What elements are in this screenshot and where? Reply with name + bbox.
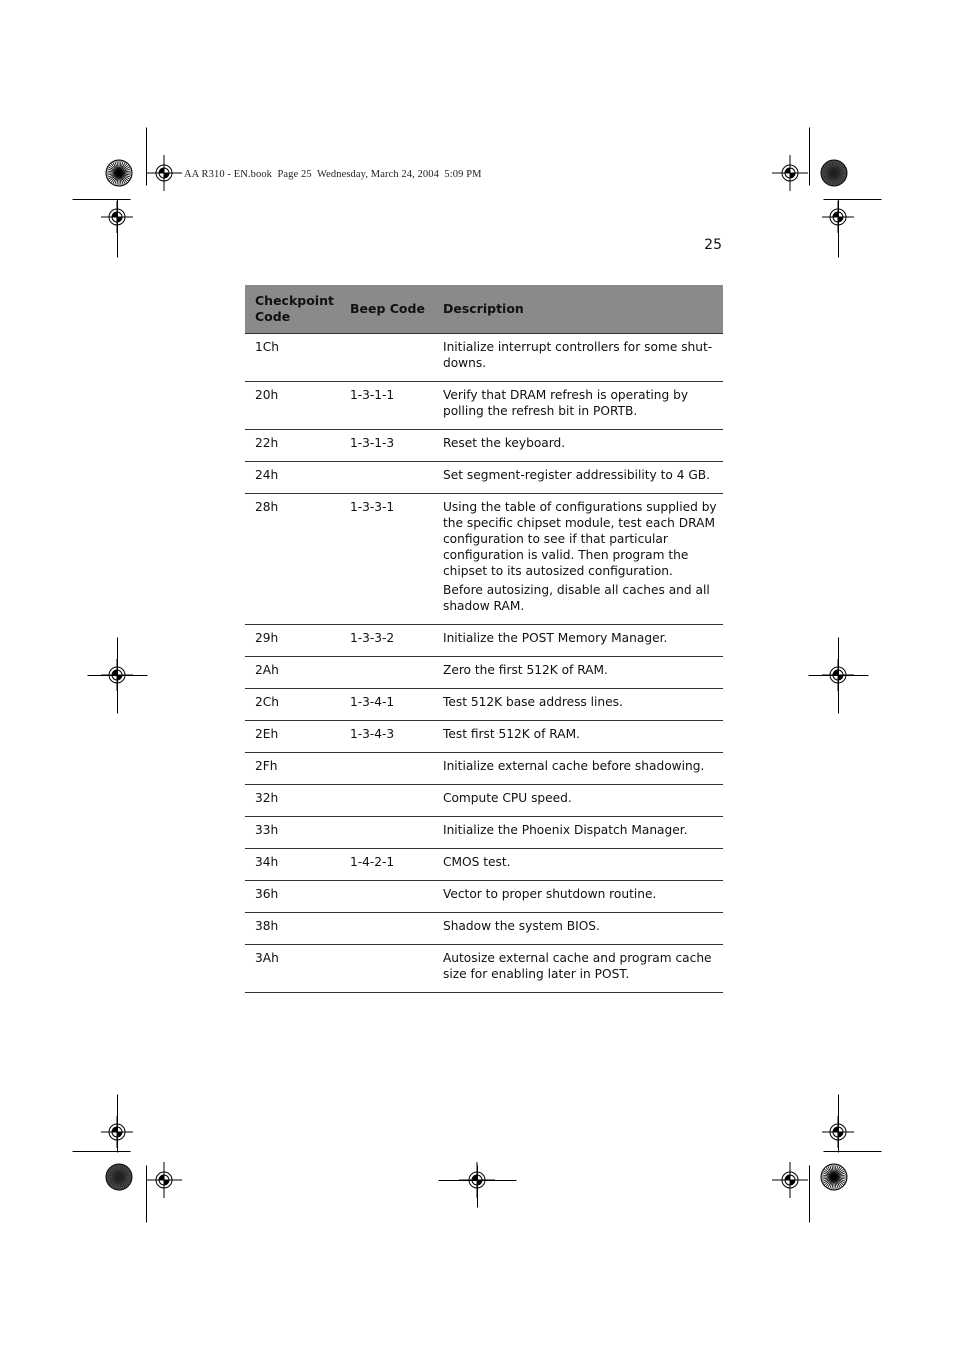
table-row <box>245 429 723 461</box>
description-cell <box>433 461 723 493</box>
checkpoint-code-cell: 29h <box>245 624 340 656</box>
beep-code-cell <box>340 461 433 493</box>
checkpoint-code-cell: 33h <box>245 816 340 848</box>
beep-code-cell: 1-3-4-1 <box>340 688 433 720</box>
beep-code-cell: 1-3-3-1 <box>340 493 433 624</box>
description-text: Initialize external cache before shadowing. <box>442 758 705 773</box>
print-slug: AA R310 - EN.book Page 25 Wednesday, March 24, 2004 5:09 PM <box>184 169 482 180</box>
crop-line <box>146 1165 148 1223</box>
crop-line <box>87 675 148 677</box>
beep-code-cell <box>340 784 433 816</box>
description-cell <box>433 944 723 992</box>
description-text: Initialize the POST Memory Manager. <box>442 630 668 645</box>
table-row <box>245 944 723 992</box>
table-row <box>245 816 723 848</box>
checkpoint-code-cell: 2Eh <box>245 720 340 752</box>
header-checkpoint-code: Checkpoint Code <box>245 285 340 333</box>
crop-line <box>823 199 882 201</box>
starburst-target-icon <box>105 1163 133 1191</box>
table-row <box>245 493 723 624</box>
description-text: CMOS test. <box>442 854 511 869</box>
starburst-target-icon <box>820 1163 848 1191</box>
table-row <box>245 848 723 880</box>
description-text: Vector to proper shutdown routine. <box>442 886 657 901</box>
registration-crosshair-icon <box>772 155 808 191</box>
description-cell <box>433 688 723 720</box>
checkpoint-code-cell: 38h <box>245 912 340 944</box>
description-cell <box>433 381 723 429</box>
table-header-row <box>245 285 723 333</box>
registration-crosshair-icon <box>146 155 182 191</box>
post-checkpoint-table <box>245 285 723 993</box>
checkpoint-code-cell: 2Ch <box>245 688 340 720</box>
beep-code-cell: 1-3-1-1 <box>340 381 433 429</box>
table-row <box>245 381 723 429</box>
table-row <box>245 752 723 784</box>
description-text: Verify that DRAM refresh is operating by polling the refresh bit in PORTB. <box>442 387 689 418</box>
crop-line <box>146 127 148 186</box>
checkpoint-code-cell: 2Ah <box>245 656 340 688</box>
beep-code-cell <box>340 880 433 912</box>
description-cell <box>433 429 723 461</box>
beep-code-cell <box>340 912 433 944</box>
beep-code-cell: 1-3-3-2 <box>340 624 433 656</box>
description-text: Compute CPU speed. <box>442 790 572 805</box>
checkpoint-code-cell: 3Ah <box>245 944 340 992</box>
table-row <box>245 880 723 912</box>
description-text: Reset the keyboard. <box>442 435 566 450</box>
beep-code-cell: 1-4-2-1 <box>340 848 433 880</box>
starburst-target-icon <box>820 159 848 187</box>
description-text: Shadow the system BIOS. <box>442 918 600 933</box>
description-cell <box>433 624 723 656</box>
beep-code-cell <box>340 816 433 848</box>
description-cell <box>433 720 723 752</box>
checkpoint-code-cell: 1Ch <box>245 333 340 381</box>
description-text: Before autosizing, disable all caches and all shadow RAM. <box>442 582 710 613</box>
description-cell <box>433 784 723 816</box>
beep-code-cell <box>340 333 433 381</box>
crop-line <box>117 199 119 258</box>
checkpoint-code-cell: 20h <box>245 381 340 429</box>
crop-line <box>72 1151 131 1153</box>
description-cell <box>433 848 723 880</box>
table-row <box>245 461 723 493</box>
crop-line <box>809 127 811 186</box>
header-beep-code: Beep Code <box>340 285 433 333</box>
crop-line <box>809 1165 811 1223</box>
checkpoint-code-cell: 2Fh <box>245 752 340 784</box>
table-row <box>245 656 723 688</box>
description-cell <box>433 333 723 381</box>
description-cell <box>433 493 723 624</box>
checkpoint-code-cell: 28h <box>245 493 340 624</box>
description-text: Autosize external cache and program cache size for enabling later in POST. <box>442 950 712 981</box>
table-row <box>245 333 723 381</box>
description-cell <box>433 656 723 688</box>
checkpoint-code-cell: 36h <box>245 880 340 912</box>
beep-code-cell: 1-3-4-3 <box>340 720 433 752</box>
description-cell <box>433 816 723 848</box>
checkpoint-code-cell: 22h <box>245 429 340 461</box>
crop-line <box>72 199 131 201</box>
description-text: Zero the first 512K of RAM. <box>442 662 608 677</box>
table-row <box>245 688 723 720</box>
registration-crosshair-icon <box>772 1162 808 1198</box>
description-cell <box>433 880 723 912</box>
checkpoint-code-cell: 34h <box>245 848 340 880</box>
starburst-target-icon <box>105 159 133 187</box>
beep-code-cell <box>340 752 433 784</box>
beep-code-cell <box>340 656 433 688</box>
description-text: Test first 512K of RAM. <box>442 726 580 741</box>
crop-line <box>838 1094 840 1153</box>
table-row <box>245 624 723 656</box>
table-row <box>245 912 723 944</box>
checkpoint-code-cell: 32h <box>245 784 340 816</box>
header-description: Description <box>433 285 723 333</box>
description-cell <box>433 752 723 784</box>
checkpoint-code-cell: 24h <box>245 461 340 493</box>
table-row <box>245 720 723 752</box>
crop-line <box>117 1094 119 1153</box>
crop-line <box>808 675 869 677</box>
registration-crosshair-icon <box>146 1162 182 1198</box>
description-text: Using the table of configurations supplied by the specific chipset module, test each DRAM configuration to see if that particular configuration is valid. Then program the chipset to its autosized configuration. <box>442 499 717 578</box>
page-number: 25 <box>704 237 722 253</box>
crop-line <box>477 1165 479 1208</box>
description-text: Initialize interrupt controllers for some shut-downs. <box>442 339 713 370</box>
beep-code-cell <box>340 944 433 992</box>
description-text: Test 512K base address lines. <box>442 694 623 709</box>
beep-code-cell: 1-3-1-3 <box>340 429 433 461</box>
description-text: Initialize the Phoenix Dispatch Manager. <box>442 822 688 837</box>
crop-line <box>823 1151 882 1153</box>
description-cell <box>433 912 723 944</box>
crop-line <box>838 199 840 258</box>
table-row <box>245 784 723 816</box>
description-text: Set segment-register addressibility to 4 GB. <box>442 467 711 482</box>
